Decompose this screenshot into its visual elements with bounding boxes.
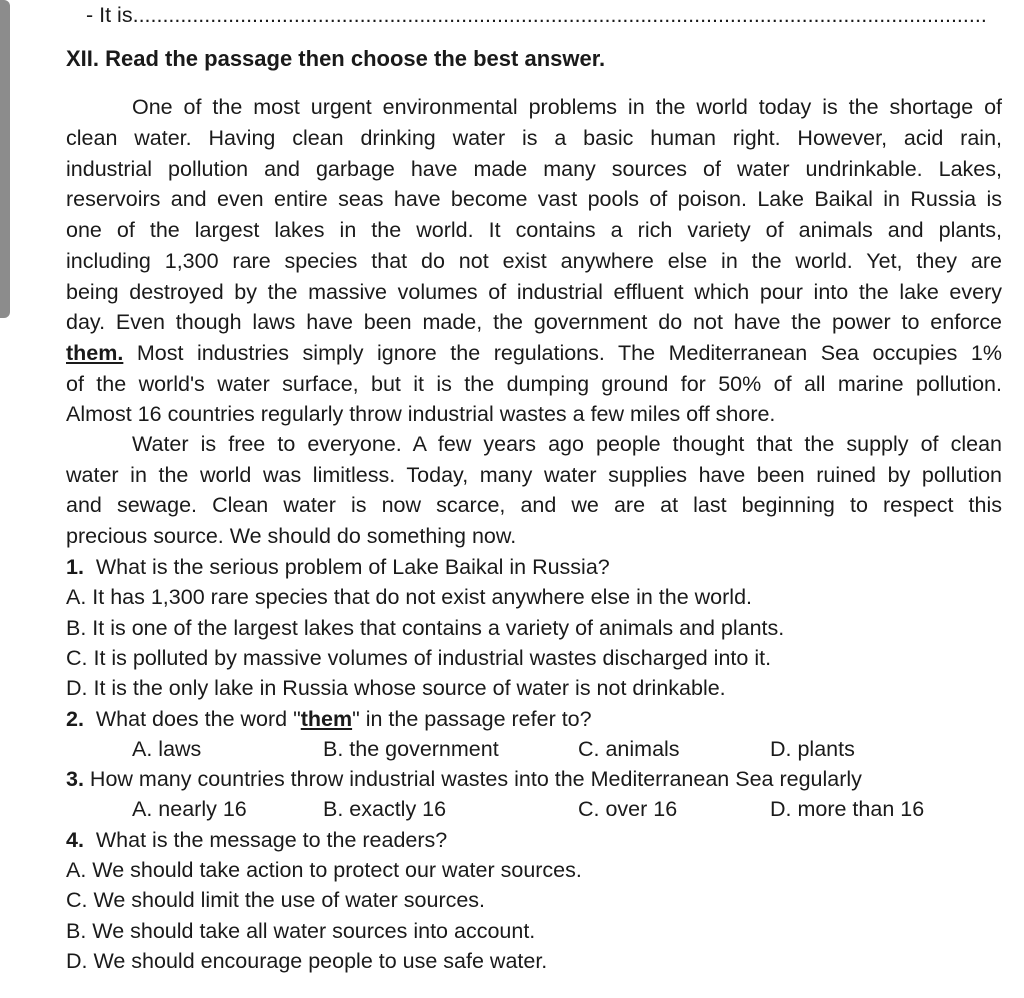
passage-line-7: being destroyed by the massive volumes of industrial effluent which pour into the lake every xyxy=(66,280,1002,304)
passage-line-3: industrial pollution and garbage have made many sources of water undrinkable. Lakes, xyxy=(66,157,1002,181)
question-3-number: 3. xyxy=(66,767,84,791)
question-2-text-before: What does the word " xyxy=(95,707,301,731)
q3-option-d[interactable]: D. more than 16 xyxy=(770,797,925,821)
previous-answer-prefix: - It is xyxy=(86,3,133,27)
passage-line-9-rest: Most industries simply ignore the regulations. The Mediterranean Sea occupies 1% xyxy=(123,341,1002,365)
q3-option-b[interactable]: B. exactly 16 xyxy=(323,797,447,821)
passage-line-1: One of the most urgent environmental problems in the world today is the shortage of xyxy=(132,95,1002,119)
question-4 xyxy=(66,825,447,855)
q2-option-c[interactable]: C. animals xyxy=(578,737,680,761)
section-heading: XII. Read the passage then choose the best answer. xyxy=(66,46,606,71)
passage-line-13: water in the world was limitless. Today, many water supplies have been ruined by pollution xyxy=(66,463,1002,487)
passage-line-4: reservoirs and even entire seas have become vast pools of poison. Lake Baikal in Russia is xyxy=(66,187,1002,211)
previous-answer-line xyxy=(86,0,987,30)
q2-option-d[interactable]: D. plants xyxy=(770,737,855,761)
passage-line-8: day. Even though laws have been made, the government do not have the power to enforce xyxy=(66,310,1002,334)
passage-line-5: one of the largest lakes in the world. It contains a rich variety of animals and plants, xyxy=(66,218,1002,242)
question-4-number: 4. xyxy=(66,828,84,852)
referent-word-them: them. xyxy=(66,341,124,365)
q2-option-a[interactable]: A. laws xyxy=(132,737,202,761)
question-4-text: What is the message to the readers? xyxy=(95,828,448,852)
q3-option-c[interactable]: C. over 16 xyxy=(578,797,678,821)
question-3 xyxy=(66,764,862,794)
passage-line-11: Almost 16 countries regularly throw industrial wastes a few miles off shore. xyxy=(66,402,776,426)
question-2-text-after: " in the passage refer to? xyxy=(352,707,592,731)
previous-answer-dots: ............................................................................................................................................... xyxy=(132,3,987,27)
passage-line-15: precious source. We should do something now. xyxy=(66,524,517,548)
passage-line-10: of the world's water surface, but it is the dumping ground for 50% of all marine pollution. xyxy=(66,372,1002,396)
q3-option-a[interactable]: A. nearly 16 xyxy=(132,797,247,821)
q4-option-d[interactable]: D. We should encourage people to use safe water. xyxy=(66,949,548,973)
q4-option-c[interactable]: C. We should limit the use of water sources. xyxy=(66,888,486,912)
question-1-text: What is the serious problem of Lake Baikal in Russia? xyxy=(95,555,610,579)
question-3-text: How many countries throw industrial wastes into the Mediterranean Sea regularly xyxy=(89,767,862,791)
q2-option-b[interactable]: B. the government xyxy=(323,737,499,761)
passage-line-6: including 1,300 rare species that do not exist anywhere else in the world. Yet, they are xyxy=(66,249,1002,273)
q4-option-a[interactable]: A. We should take action to protect our water sources. xyxy=(66,858,582,882)
passage-line-9 xyxy=(66,338,1002,368)
q1-option-a[interactable]: A. It has 1,300 rare species that do not exist anywhere else in the world. xyxy=(66,585,752,609)
q4-option-b[interactable]: B. We should take all water sources into account. xyxy=(66,919,536,943)
question-2-number: 2. xyxy=(66,707,84,731)
q1-option-c[interactable]: C. It is polluted by massive volumes of industrial wastes discharged into it. xyxy=(66,646,772,670)
question-2 xyxy=(66,704,592,734)
question-1-number: 1. xyxy=(66,555,84,579)
q1-option-d[interactable]: D. It is the only lake in Russia whose source of water is not drinkable. xyxy=(66,676,726,700)
passage-line-12: Water is free to everyone. A few years ago people thought that the supply of clean xyxy=(132,432,1002,456)
passage-line-2: clean water. Having clean drinking water is a basic human right. However, acid rain, xyxy=(66,126,1002,150)
passage-line-14: and sewage. Clean water is now scarce, and we are at last beginning to respect this xyxy=(66,493,1002,517)
q1-option-b[interactable]: B. It is one of the largest lakes that contains a variety of animals and plants. xyxy=(66,616,785,640)
question-2-word-them: them xyxy=(300,707,353,731)
question-1 xyxy=(66,552,610,582)
